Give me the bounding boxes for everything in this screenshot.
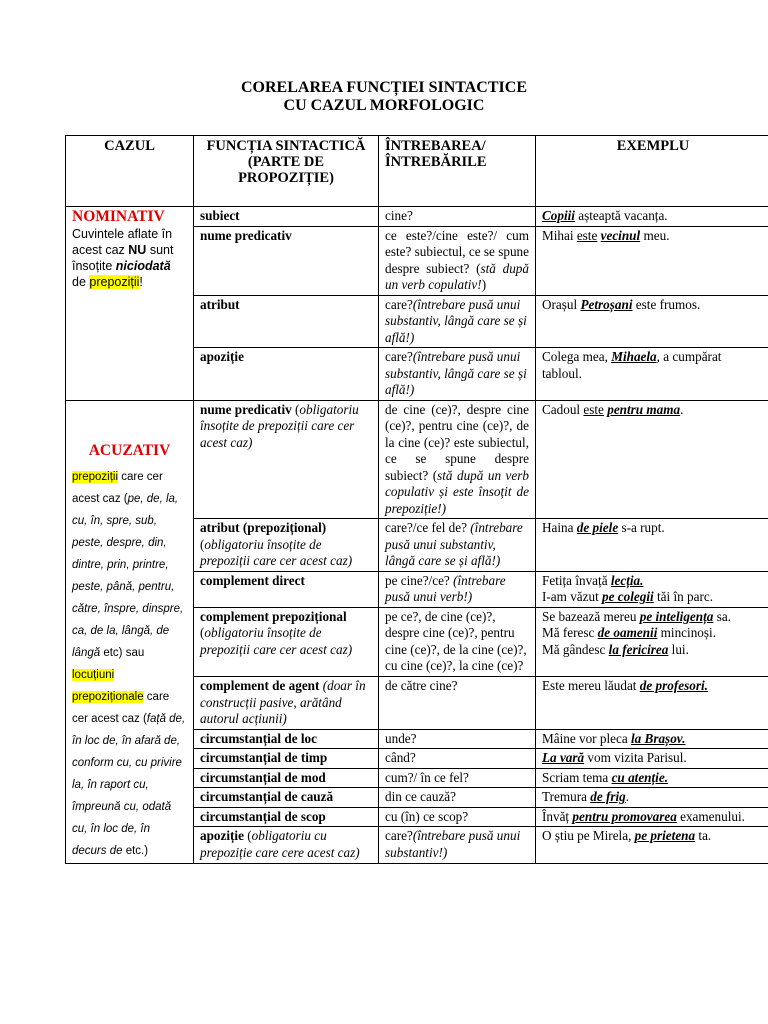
question-cell: [379, 677, 536, 730]
question-cell: [379, 400, 536, 519]
header-intrebarea: ÎNTREBAREA/ ÎNTREBĂRILE: [379, 136, 536, 207]
example-key-word: de frig: [590, 789, 626, 805]
function-text: complement direct: [200, 572, 305, 588]
question-cell: [379, 519, 536, 572]
syntactic-function-cell: [194, 807, 379, 827]
example-key-word: Copiii: [542, 208, 575, 223]
example-text: meu.: [640, 227, 670, 243]
function-text: subiect: [200, 208, 240, 223]
question-cell: [379, 827, 536, 863]
example-text: așteaptă vacanța.: [574, 208, 668, 223]
example-cell: [536, 348, 768, 401]
function-text: (doar în construcții pasive, arătând autorul acțiunii): [200, 678, 366, 727]
case-note-text: etc.): [122, 844, 149, 857]
example-cell: [536, 400, 768, 519]
function-text: nume predicativ: [200, 401, 292, 417]
question-cell: [379, 788, 536, 808]
function-text: complement de agent: [200, 678, 320, 694]
example-cell: [536, 788, 768, 808]
function-text: atribut: [200, 296, 240, 312]
table-header-row: [66, 136, 768, 207]
example-text: Mihai: [542, 227, 577, 243]
example-cell: [536, 607, 768, 676]
example-key-word: la Brașov.: [630, 730, 686, 746]
case-note-text: sunt însoțite: [72, 243, 174, 273]
example-cell: [536, 729, 768, 749]
example-cell: [536, 295, 768, 348]
function-text: complement prepozițional: [200, 608, 347, 624]
header-functia: FUNCȚIA SINTACTICĂ (PARTE DE PROPOZIȚIE): [194, 136, 379, 207]
example-cell: [536, 807, 768, 827]
example-cell: [536, 207, 768, 227]
example-text: s-a rupt.: [618, 520, 665, 536]
example-text: Orașul: [542, 296, 581, 312]
example-cell: [536, 571, 768, 607]
case-note-text: care cer acest caz (: [72, 470, 163, 505]
question-text: (întrebare pusă unui verb!): [385, 572, 506, 605]
example-key-word: La vară: [542, 750, 585, 766]
case-note-text: etc) sau: [100, 646, 145, 659]
question-text: care?: [385, 296, 413, 312]
question-text: unde?: [385, 730, 417, 746]
question-text: cu (în) ce scop?: [385, 808, 469, 824]
question-cell: [379, 295, 536, 348]
question-text: care?/ce fel de?: [385, 520, 471, 536]
example-text: Tremura: [542, 789, 591, 805]
question-text: de către cine?: [385, 678, 458, 694]
question-text: (întrebare pusă unui substantiv, lângă care se și află!): [385, 296, 527, 345]
question-text: din ce cauză?: [385, 789, 457, 805]
question-text: ce este?/cine este?/ cum este? subiectul, ce se spune despre subiect? (: [385, 227, 529, 276]
function-text: (: [243, 828, 252, 844]
header-exemplu: EXEMPLU: [536, 136, 768, 207]
example-text: Mă feresc: [542, 625, 598, 641]
question-text: (întrebare pusă unui substantiv, lângă care se și află!): [385, 349, 527, 397]
syntactic-function-cell: [194, 519, 379, 572]
question-cell: [379, 571, 536, 607]
case-name: ACUZATIV: [88, 441, 171, 459]
question-text: pe cine?/ce?: [385, 572, 454, 588]
function-text: (: [291, 401, 300, 417]
case-note-highlight: locuțiuni prepoziționale: [72, 668, 144, 703]
table-row: [66, 400, 768, 519]
case-note-text: pe, de, la, cu, în, spre, sub, peste, despre, din, dintre, prin, printre, peste, până, pentru, către, înspre, dinspre, ca, de la, lângă, de lângă: [72, 492, 184, 659]
syntactic-function-cell: [194, 226, 379, 295]
example-key-word: Petroșani: [580, 296, 633, 312]
header-cazul: CAZUL: [66, 136, 194, 207]
case-cell-nominativ: [66, 207, 194, 401]
example-key-word: de oamenii: [597, 625, 658, 641]
syntactic-function-cell: [194, 788, 379, 808]
question-cell: [379, 607, 536, 676]
function-text: obligatoriu însoțite de prepoziții care cer acest caz): [200, 536, 353, 569]
example-text: tăi în parc.: [653, 589, 714, 605]
example-text: .: [680, 401, 684, 417]
example-key-word: pentru mama: [607, 401, 681, 417]
example-key-word: pe inteligența: [639, 608, 714, 624]
case-note-text: NU: [128, 243, 147, 257]
function-text: obligatoriu însoțite de prepoziții care cer acest caz): [200, 625, 353, 657]
example-text: O știu pe Mirela,: [542, 828, 635, 844]
function-text: apoziție: [200, 828, 244, 844]
example-text: lui.: [668, 641, 689, 657]
example-text: .: [625, 789, 630, 805]
function-text: apoziție: [200, 349, 244, 364]
question-text: stă după un verb copulativ!: [385, 260, 529, 292]
example-text: Fetița învață: [542, 572, 611, 588]
function-text: circumstanțial de scop: [200, 808, 326, 824]
example-key-word: la fericirea: [608, 641, 669, 657]
example-cell: [536, 749, 768, 769]
example-text: vom vizita Parisul.: [584, 750, 687, 766]
syntactic-function-cell: [194, 768, 379, 788]
case-note-text: Cuvintele aflate în acest caz: [72, 227, 173, 257]
question-text: care?: [385, 828, 413, 844]
question-text: când?: [385, 750, 416, 766]
syntactic-function-cell: [194, 400, 379, 519]
example-key-word: Mihaela: [611, 349, 657, 364]
function-text: circumstanțial de mod: [200, 769, 326, 785]
syntactic-function-cell: [194, 729, 379, 749]
syntactic-function-cell: [194, 207, 379, 227]
example-key-word: vecinul: [600, 227, 641, 243]
example-text: Cadoul: [542, 401, 584, 417]
example-text: este frumos.: [632, 296, 701, 312]
example-text: , a cumpărat tabloul.: [542, 349, 722, 381]
example-text: mincinoși.: [657, 625, 716, 641]
example-text: Colega mea,: [542, 349, 612, 364]
example-text: sa.: [713, 608, 731, 624]
question-text: ): [481, 277, 487, 292]
example-key-word: pe prietena: [634, 828, 696, 844]
verb-underlined: este: [576, 227, 598, 243]
syntactic-function-cell: [194, 607, 379, 676]
example-text: Mă gândesc: [542, 641, 609, 657]
question-text: cum?/ în ce fel?: [385, 769, 469, 785]
case-note-highlight: prepoziții: [89, 275, 140, 289]
syntactic-function-cell: [194, 295, 379, 348]
example-cell: [536, 226, 768, 295]
example-text: Învăț: [542, 808, 573, 824]
function-text: ): [247, 434, 253, 450]
function-text: obligatoriu cu prepoziție care cere acest caz): [200, 828, 360, 860]
example-text: Este mereu lăudat: [542, 678, 640, 694]
question-text: (întrebare pusă unui substantiv, lângă care se și află!): [385, 520, 523, 569]
function-text: (: [200, 536, 205, 552]
example-cell: [536, 768, 768, 788]
case-note: [72, 226, 187, 290]
case-note-text: de: [72, 275, 90, 289]
example-text: Scriam tema: [542, 769, 612, 785]
syntactic-function-cell: [194, 348, 379, 401]
example-key-word: de piele: [576, 520, 619, 536]
case-note-text: față de, în loc de, în afară de, conform cu, cu privire la, în raport cu, împreună cu, odată cu, în loc de, în decurs de: [72, 712, 186, 857]
function-text: circumstanțial de cauză: [200, 789, 334, 805]
case-note-text: !: [139, 275, 143, 289]
case-name: NOMINATIV: [72, 208, 165, 225]
table-body: [66, 207, 768, 864]
function-text: atribut (prepozițional): [200, 520, 327, 536]
example-key-word: de profesori.: [639, 678, 708, 694]
question-cell: [379, 729, 536, 749]
question-cell: [379, 807, 536, 827]
syntactic-function-cell: [194, 677, 379, 730]
question-cell: [379, 768, 536, 788]
function-text: nume predicativ: [200, 227, 292, 243]
question-cell: [379, 749, 536, 769]
example-key-word: pentru promovarea: [572, 808, 677, 824]
example-text: I-am văzut: [542, 589, 603, 605]
case-note-highlight: prepoziții: [72, 470, 119, 483]
question-cell: [379, 348, 536, 401]
question-text: care?: [385, 349, 413, 364]
example-text: Se bazează mereu: [542, 608, 640, 624]
case-note-text: niciodată: [115, 259, 171, 273]
question-text: cine?: [385, 208, 413, 223]
table-row: [66, 207, 768, 227]
example-cell: [536, 677, 768, 730]
example-text: examenului.: [676, 808, 745, 824]
example-text: Mâine vor pleca: [542, 730, 631, 746]
syntactic-function-cell: [194, 571, 379, 607]
question-text: (întrebare pusă unui substantiv!): [385, 828, 521, 860]
verb-underlined: este: [583, 401, 604, 417]
example-key-word: pe colegii: [602, 589, 654, 605]
question-text: de cine (ce)?, despre cine (ce)?, pentru cine (ce)?, de la cine (ce)? este subiectul, ce se spune despre subiect? (: [385, 401, 529, 483]
function-text: circumstanțial de loc: [200, 730, 317, 746]
question-text: stă după un verb copulativ și este însoțit de prepoziție!): [385, 467, 529, 516]
question-cell: [379, 226, 536, 295]
case-note: [72, 466, 187, 862]
function-text: circumstanțial de timp: [200, 750, 328, 766]
example-text: Haina: [542, 520, 577, 536]
case-cell-acuzativ: [66, 400, 194, 863]
example-key-word: cu atenție.: [611, 769, 668, 785]
document-title-line-1: CORELAREA FUNCȚIEI SINTACTICE: [241, 79, 527, 96]
case-note-text: care cer acest caz (: [72, 690, 170, 725]
example-cell: [536, 519, 768, 572]
syntax-case-table: [65, 135, 768, 864]
function-text: obligatoriu însoțite de prepoziții care cer acest caz: [200, 401, 359, 450]
example-text: ta.: [695, 828, 712, 844]
question-cell: [379, 207, 536, 227]
example-key-word: lecția.: [610, 572, 644, 588]
syntactic-function-cell: [194, 749, 379, 769]
document-title-line-2: CU CAZUL MORFOLOGIC: [283, 97, 485, 114]
question-text: pe ce?, de cine (ce)?, despre cine (ce)?, pentru cine (ce)?, de la cine (ce)?, cu cine (ce)?, la cine (ce)?: [385, 608, 527, 674]
example-cell: [536, 827, 768, 863]
syntactic-function-cell: [194, 827, 379, 863]
function-text: (: [200, 625, 205, 641]
